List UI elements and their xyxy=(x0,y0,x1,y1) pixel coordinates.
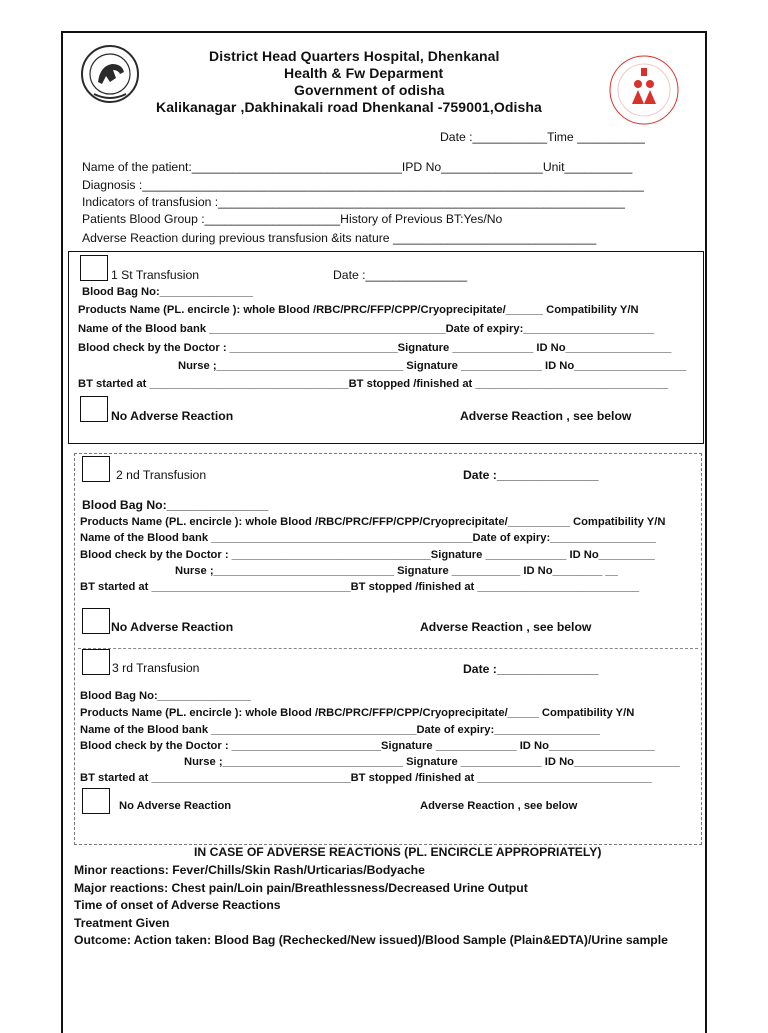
transfusion-1-products: Products Name (PL. encircle ): whole Blood /RBC/PRC/FFP/CPP/Cryoprecipitate/______ Compatibility Y/N xyxy=(78,304,639,316)
patient-name-line: Name of the patient:_______________________________IPD No_______________Unit__________ xyxy=(82,160,633,174)
transfusion-2-title: 2 nd Transfusion xyxy=(116,468,207,482)
transfusion-1-no-reaction-checkbox[interactable] xyxy=(80,396,108,422)
transfusion-3-doctor: Blood check by the Doctor : ________________________Signature _____________ ID No_________________ xyxy=(80,740,655,752)
transfusion-3-bag: Blood Bag No:_______________ xyxy=(80,690,252,702)
transfusion-3-date: Date :_______________ xyxy=(463,662,599,676)
transfusion-3-title: 3 rd Transfusion xyxy=(112,661,200,675)
minor-reactions: Minor reactions: Fever/Chills/Skin Rash/Urticarias/Bodyache xyxy=(74,863,425,877)
department-name: Health & Fw Deparment xyxy=(284,65,444,81)
transfusion-2-doctor: Blood check by the Doctor : ________________________________Signature _____________ ID No_________ xyxy=(80,549,655,561)
transfusion-3-nurse: Nurse ;_____________________________ Signature _____________ ID No_________________ xyxy=(184,756,680,768)
transfusion-2-no-reaction: No Adverse Reaction xyxy=(111,620,234,634)
transfusion-1-doctor: Blood check by the Doctor : ___________________________Signature _____________ ID No_________________ xyxy=(78,342,672,354)
transfusion-2-reaction: Adverse Reaction , see below xyxy=(420,620,592,634)
transfusion-2-checkbox[interactable] xyxy=(82,456,110,482)
hospital-name: District Head Quarters Hospital, Dhenkanal xyxy=(209,48,500,64)
nhm-logo xyxy=(608,54,680,126)
odisha-emblem-logo xyxy=(80,42,140,110)
transfusion-divider xyxy=(78,648,698,649)
transfusion-1-nurse: Nurse ;______________________________ Signature _____________ ID No__________________ xyxy=(178,360,687,372)
diagnosis-line: Diagnosis :__________________________________________________________________________ xyxy=(82,178,644,192)
outcome-line: Outcome: Action taken: Blood Bag (Rechecked/New issued)/Blood Sample (Plain&EDTA)/Urine sample xyxy=(74,933,668,947)
transfusion-1-checkbox[interactable] xyxy=(80,255,108,281)
transfusion-3-bank: Name of the Blood bank _________________________________Date of expiry:_________________ xyxy=(80,724,600,736)
transfusion-3-bt: BT started at ________________________________BT stopped /finished at ____________________________ xyxy=(80,772,652,784)
transfusion-2-bank: Name of the Blood bank __________________________________________Date of expiry:_________________ xyxy=(80,532,656,544)
indicators-line: Indicators of transfusion :____________________________________________________________ xyxy=(82,195,625,209)
transfusion-2-nurse: Nurse ;_____________________________ Signature ___________ ID No________ __ xyxy=(175,565,618,577)
government-name: Government of odisha xyxy=(294,82,445,98)
transfusion-2-bag: Blood Bag No:_______________ xyxy=(82,498,269,512)
hospital-address: Kalikanagar ,Dakhinakali road Dhenkanal -759001,Odisha xyxy=(156,99,542,115)
transfusion-2-date: Date :_______________ xyxy=(463,468,599,482)
onset-time: Time of onset of Adverse Reactions xyxy=(74,898,281,912)
major-reactions: Major reactions: Chest pain/Loin pain/Breathlessness/Decreased Urine Output xyxy=(74,881,528,895)
blood-group-line: Patients Blood Group :____________________History of Previous BT:Yes/No xyxy=(82,212,503,226)
transfusion-3-reaction: Adverse Reaction , see below xyxy=(420,800,578,812)
transfusion-3-checkbox[interactable] xyxy=(82,649,110,675)
transfusion-1-reaction: Adverse Reaction , see below xyxy=(460,409,632,423)
transfusion-3-no-reaction: No Adverse Reaction xyxy=(119,800,232,812)
adverse-heading: IN CASE OF ADVERSE REACTIONS (PL. ENCIRCLE APPROPRIATELY) xyxy=(194,845,602,859)
transfusion-2-bt: BT started at ________________________________BT stopped /finished at __________________________ xyxy=(80,581,640,593)
transfusion-2-products: Products Name (PL. encircle ): whole Blood /RBC/PRC/FFP/CPP/Cryoprecipitate/__________ Compatibility Y/N xyxy=(80,516,666,528)
treatment-given: Treatment Given xyxy=(74,916,170,930)
transfusion-1-title: 1 St Transfusion xyxy=(111,268,200,282)
transfusion-1-date: Date :_______________ xyxy=(333,268,468,282)
transfusion-1-bt: BT started at ________________________________BT stopped /finished at _______________________________ xyxy=(78,378,669,390)
transfusion-3-products: Products Name (PL. encircle ): whole Blood /RBC/PRC/FFP/CPP/Cryoprecipitate/_____ Compatibility Y/N xyxy=(80,707,635,719)
transfusion-2-no-reaction-checkbox[interactable] xyxy=(82,608,110,634)
transfusion-1-bank: Name of the Blood bank ______________________________________Date of expiry:_____________________ xyxy=(78,323,654,335)
transfusion-3-no-reaction-checkbox[interactable] xyxy=(82,788,110,814)
date-time-line: Date :___________Time __________ xyxy=(440,130,645,144)
transfusion-1-bag: Blood Bag No:_______________ xyxy=(82,286,254,298)
previous-adverse-line: Adverse Reaction during previous transfusion &its nature ______________________________ xyxy=(82,231,597,245)
transfusion-1-no-reaction: No Adverse Reaction xyxy=(111,409,234,423)
